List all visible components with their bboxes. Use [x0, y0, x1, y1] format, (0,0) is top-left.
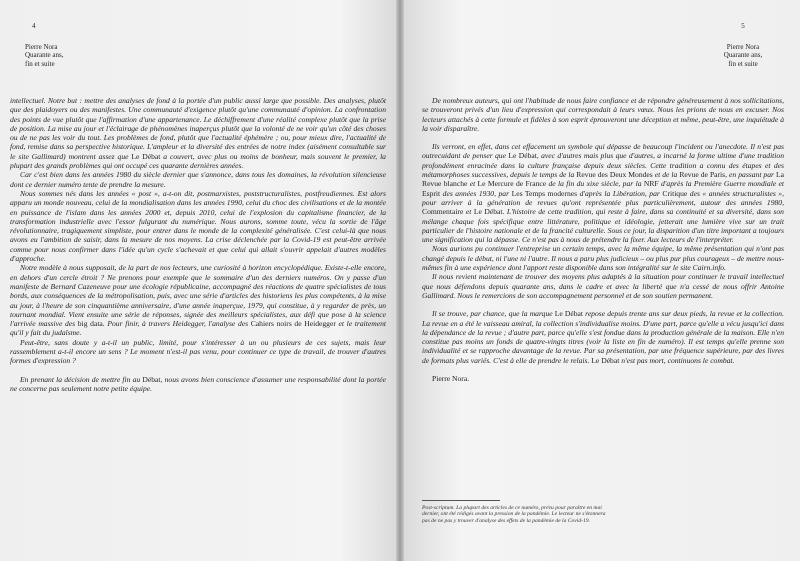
right-body-text [422, 96, 784, 383]
left-body-text [10, 96, 386, 393]
title-reference: Revue des Deux Mondes [576, 170, 653, 180]
header-author: Pierre Nora [25, 42, 58, 51]
text-run: De nombreux auteurs, qui ont l'habitude de nous faire confiance et de répondre généreusement à nos sollicitations, se trouveront privés d'un lieu d'expression qui correspondait à leurs vœux. Nous les prions de nous en excuser. Nos lecteurs attachés à cette formule et fidèles à son esprit éprouveront une déception et même, peut-être, une inquiétude à la voir disparaître. [422, 96, 784, 133]
title-reference: Le Débat [473, 207, 503, 217]
text-run: d'après la Première Guerre mondiale et [658, 179, 784, 189]
text-run: d'après la Libération, par [577, 188, 663, 198]
header-author: Pierre Nora [726, 42, 760, 51]
paragraph [10, 263, 386, 337]
text-run: repose depuis trente ans sur deux pieds, la revue et la collection. La revue en a été le vaisseau amiral, la collection s'individualise moins. D'une part, parce qu'elle a vécu jusqu'ici dans la dépendance de la revue ; d'autre part, parce qu'elle s'est fondue dans la production générale de la maison. Elle n'en constitue pas moins un fonds de quatre-vingts titres (voir la liste en fin de numéro). Il est temps qu'elle prenne son individualité et se rapproche davantage de la revue. Par sa présentation, par une fréquence supérieure, par des livres de formats plus variés. C'est à elle de prendre le relais. [422, 309, 784, 365]
text-run: et [467, 179, 478, 189]
header-title-line1: Quarante ans, [25, 51, 64, 60]
text-run: des années 1930, par [440, 188, 512, 198]
text-run: et [463, 207, 474, 217]
footnote: Post-scriptum. La plupart des articles de ce numéro, prévu pour paraître en mai dernier, ont été rédigés avant la pression de la pandémie. Le lecteur ne s'étonnera pas de ne pas y trouver d'analyse des effets de la pandémie de la Covid-19. [422, 505, 606, 524]
text-run: , nous avons bien conscience d'assumer une responsabilité dont la portée ne concerne pas seulement notre petite équipe. [10, 374, 386, 393]
page-number: 4 [32, 22, 36, 30]
paragraph [10, 189, 386, 263]
text-run: et de la [652, 170, 680, 180]
text-run: . L'histoire de cette tradition, qui reste à faire, dans sa continuité et sa diversité, dans son mélange chaque fois spécifique entre littérature, politique et idéologie, jetterait une lumière vive sur un trait particulier de l'histoire nationale et de la francité culturelle. Sous ce jour, la disparition d'un titre important a toujours une signification qui la dépasse. Ce n'est pas à nous de prétendre la fixer. Aux lecteurs de l'interpréter. [422, 207, 784, 245]
text-run: , en passant par [725, 170, 776, 180]
text-run: des « années structuralistes », pour arriver à la génération de revues qu'ont représentée plus particulièrement, autour des années 1980, [422, 188, 784, 207]
title-reference: Le Débat [131, 151, 161, 161]
text-run: intellectuel. Notre but : mettre des analyses de fond à la portée d'un public aussi large que possible. Des analyses, plutôt que des plaidoyers ou des manifestes. Une communauté d'exigence plutôt qu'une communauté d'opinion. La confrontation des points de vue plutôt que l'affirmation d'une appartenance. Le déchiffrement d'une réalité complexe plutôt que la prise de position. La mise au jour et l'éclairage de phénomènes inaperçus plutôt que la volonté de ne voir qu'un côté des choses ou de ne pas les voir du tout. Les problèmes de fond, plutôt que l'actualité éphémère ; ou, pour mieux dire, l'actualité de fond, remise dans sa perspective historique. L'ampleur et la diversité des entrées de notre index (aisément consultable sur le site Gallimard) montrent assez que [10, 96, 386, 161]
paragraph [10, 96, 386, 170]
title-reference: Le Débat [508, 151, 537, 161]
right-page [400, 0, 800, 561]
paragraph [422, 142, 784, 244]
paragraph [422, 272, 784, 300]
text-run: Il se trouve, par chance, que la marque [432, 309, 555, 319]
text-run: Nous aurions pu continuer l'entreprise un certain temps, avec la même équipe, la même présentation qui n'ont pas changé depuis le début, ni l'une ni l'autre. Il nous a paru plus judicieux – ou plus pur plus courageux – de mettre nous-mêmes fin à une expérience dont l'apport reste disponible dans son intégralité sur le site Cairn.info. [422, 244, 784, 273]
title-reference: Le Débat [591, 355, 620, 365]
title-reference: big data [77, 319, 103, 329]
text-run: , avec d'autres mais plus que d'autres, a incarné la forme ultime d'une tradition profondément enracinée dans la culture française depuis deux siècles. Cette tradition a connu des étapes et des métamorphoses successives, depuis le temps de la [422, 151, 784, 180]
paragraph [422, 309, 784, 365]
paragraph [422, 96, 784, 133]
text-run: Nous sommes nés dans les années « post », a-t-on dit, postmarxistes, poststructuralistes, postfreudiennes. Est alors apparu un monde nouveau, celui de la mondialisation dans les années 1990, celui du choc des civilisations et de la montée en puissance de l'islam dans les années 2000 et, depuis 2010, celui de l'explosion du capitalisme financier, de la transformation industrielle avec l'essor fulgurant du numérique. Nous aurons, somme toute, vécu la sortie de l'âge révolutionnaire, tragiquement simpliste, pour entrer dans le monde de la complexité généralisée. C'est celui-là que nous avons eu l'ambition de saisir, dans la mesure de nos moyens. La crise déclenchée par la Covid-19 est peut-être arrivée comme pour nous confirmer dans l'idée qu'un cycle s'achevait et que celui qui allait s'ouvrir appelait d'autres modèles d'approche. [10, 188, 386, 264]
text-run: Ils verront, en effet, dans cet effacement un symbole qui dépasse de beaucoup l'incident ou l'anecdote. Il n'est pas outrecuidant de penser que [422, 142, 784, 161]
paragraph [422, 244, 784, 272]
text-run: et le traitement qu'il y fait du judaïsme. [10, 319, 387, 338]
text-run: de la fin du xixe siècle, par la [546, 179, 644, 189]
title-reference: Le Mercure de France [477, 179, 547, 189]
header-title-line2: fin et suite [728, 59, 758, 68]
title-reference: Esprit [422, 188, 441, 198]
text-run: n'est pas mort, continuons le combat. [619, 355, 735, 365]
text-run: Car c'est bien dans les années 1980 du siècle dernier que s'annonce, dans tous les domaines, la révolution silencieuse dont ce dernier numéro tente de prendre la mesure. [10, 170, 386, 189]
title-reference: Le Débat [554, 309, 584, 319]
book-gutter [396, 0, 404, 561]
title-reference: Cahiers noirs de Heidegger [250, 319, 336, 329]
title-reference: Critique [662, 188, 688, 198]
text-run: a couvert, avec plus ou moins de bonheur, mais souvent le premier, la plupart des grands problèmes qui ont occupé ces quarante dernières années. [10, 151, 386, 171]
title-reference: La Revue blanche [422, 170, 785, 189]
title-reference: Débat [142, 374, 161, 384]
title-reference: Les Temps modernes [511, 188, 578, 198]
header-title-line2: fin et suite [25, 59, 55, 68]
text-run: En prenant la décision de mettre fin au [20, 374, 143, 384]
text-run: Il nous revient maintenant de trouver des moyens plus adaptés à la situation pour continuer le travail intellectuel que nous défendons depuis quarante ans, dans le cadre et avec la liberté que n'a cessé de nous offrir Antoine Gallimard. Nous le remercions de son accompagnement personnel et de son soutien permanent. [422, 272, 784, 300]
title-reference: Commentaire [422, 207, 464, 217]
text-run: . Pour finir, à travers Heidegger, l'analyse des [102, 319, 251, 329]
running-header-right [708, 22, 778, 68]
paragraph [10, 170, 386, 189]
paragraph [10, 338, 386, 366]
text-run: Peut-être, sans doute y a-t-il un public, limité, pour s'intéresser à un ou plusieurs de ces sujets, mais leur rassemblement a-t-il encore un sens ? Le moment n'est-il pas venu, pour continuer ce type de travail, de trouver d'autres formes d'expression ? [10, 337, 386, 366]
signature: Pierre Nora. [432, 374, 470, 384]
text-run: Notre modèle à nous supposait, de la part de nos lecteurs, une curiosité à horizon encyclopédique. Existe-t-elle encore, en dehors d'un cercle étroit ? Ne prenons pour exemple que le sommaire d'un des derniers numéros. On y passe d'un manifeste de Bernard Cazeneuve pour une écologie républicaine, accompagné des réactions de quatre spécialistes de tous bords, aux conséquences de la métropolisation, puis, avec une série d'articles des historiens les plus compétents, à la mise au jour, à l'heure de son cinquantième anniversaire, d'une année inaperçue, 1979, qui constitue, à y regarder de près, un tournant mondial. Vient ensuite une série de réponses, signée des meilleurs spécialistes, aux défi que pose à la science l'arrivée massive des [10, 263, 386, 329]
title-reference: NRF [643, 179, 659, 189]
paragraph [10, 375, 386, 394]
page-number: 5 [741, 22, 745, 30]
footnote-rule [422, 500, 500, 501]
title-reference: Revue de Paris [679, 170, 726, 180]
running-header-left [25, 22, 95, 68]
header-title-line1: Quarante ans, [723, 51, 763, 60]
